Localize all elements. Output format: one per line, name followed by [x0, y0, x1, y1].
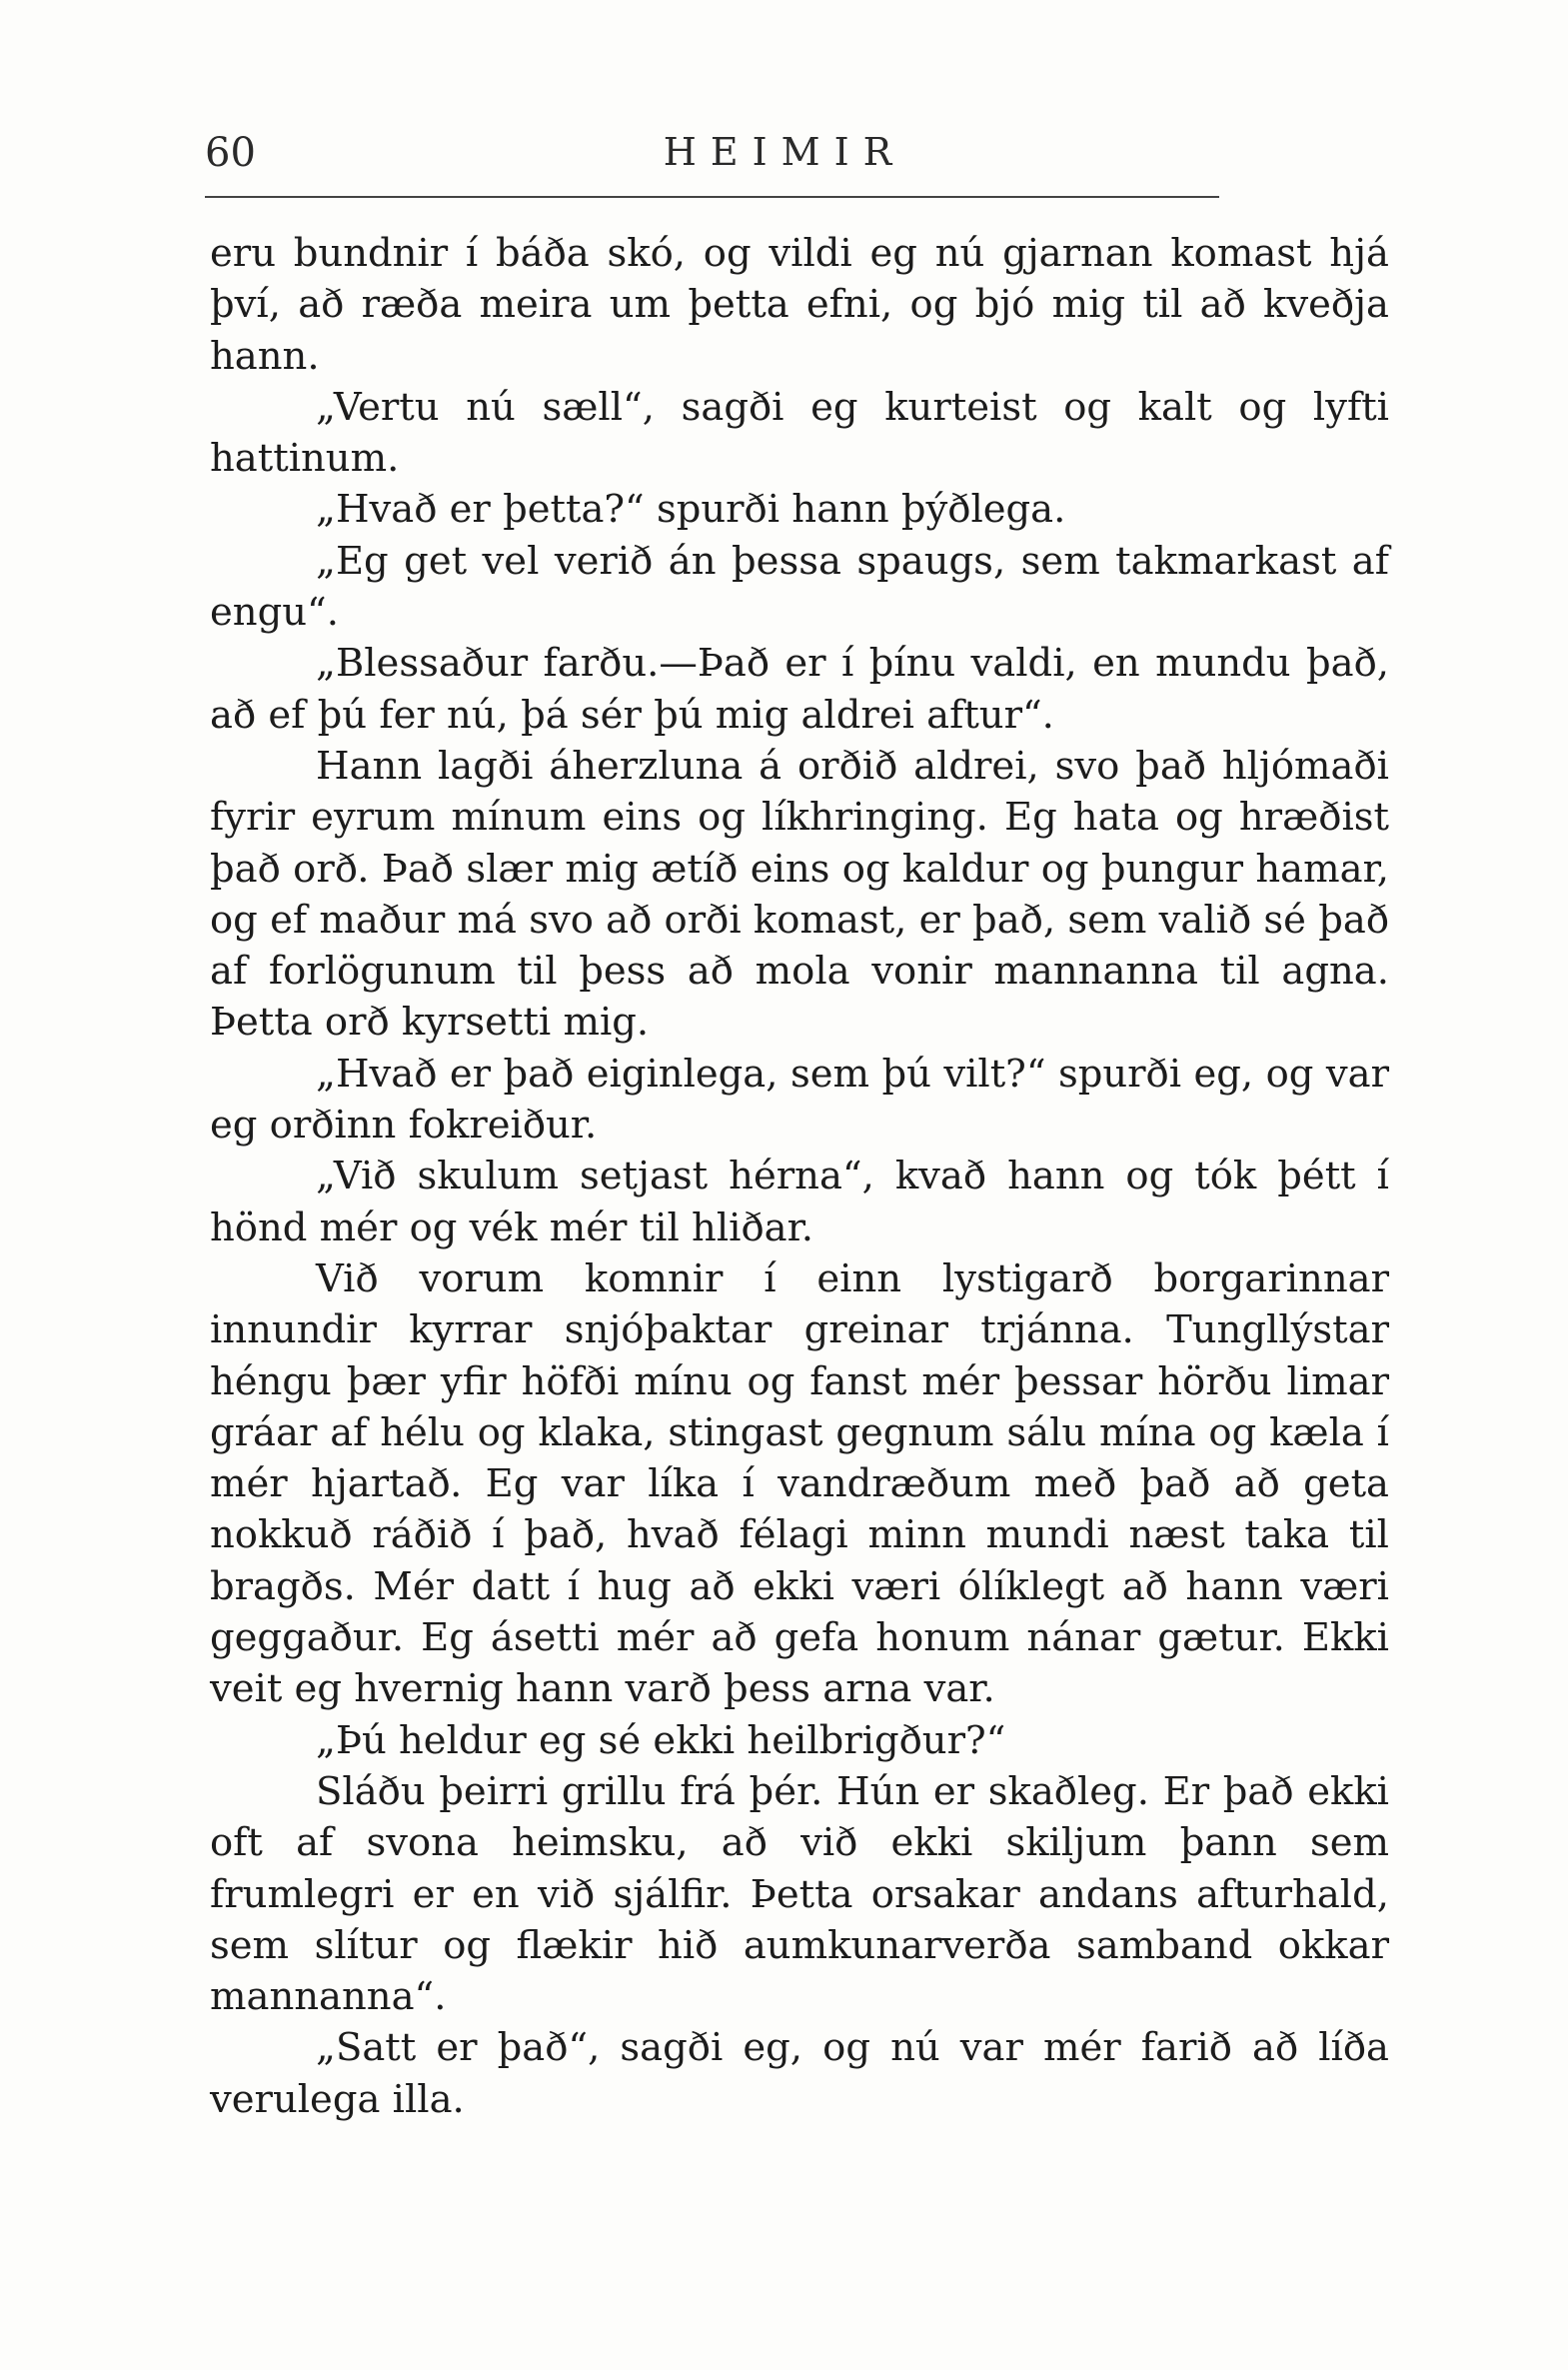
paragraph: „Blessaður farðu.—Það er í þínu valdi, en mundu það, að ef þú fer nú, þá sér þú mig aldrei aftur“. — [210, 641, 1389, 738]
paragraph: „Satt er það“, sagði eg, og nú var mér farið að líða verulega illa. — [210, 2025, 1389, 2122]
body-text — [210, 228, 1389, 2125]
paragraph: eru bundnir í báða skó, og vildi eg nú gjarnan komast hjá því, að ræða meira um þetta efni, og bjó mig til að kveðja hann. — [210, 231, 1389, 379]
running-title: HEIMIR — [663, 130, 906, 174]
paragraph: Sláðu þeirri grillu frá þér. Hún er skaðleg. Er það ekki oft af svona heimsku, að við ekki skiljum þann sem frumlegri er en við sjálfir. Þetta orsakar andans afturhald, sem slítur og flækir hið aumkunarverða samband okkar mannanna“. — [210, 1768, 1389, 2020]
paragraph: „Hvað er það eiginlega, sem þú vilt?“ spurði eg, og var eg orðinn fokreiður. — [210, 1051, 1389, 1149]
paragraph: „Þú heldur eg sé ekki heilbrigður?“ — [316, 1717, 1006, 1763]
paragraph: „Vertu nú sæll“, sagði eg kurteist og kalt og lyfti hattinum. — [210, 384, 1389, 482]
header-rule — [205, 196, 1219, 198]
paragraph: „Eg get vel verið án þessa spaugs, sem takmarkast af engu“. — [210, 538, 1389, 636]
page-number: 60 — [205, 130, 256, 176]
paragraph: „Hvað er þetta?“ spurði hann þýðlega. — [316, 487, 1066, 533]
page-header — [205, 120, 1364, 180]
paragraph: „Við skulum setjast hérna“, kvað hann og tók þétt í hönd mér og vék mér til hliðar. — [210, 1154, 1389, 1250]
paragraph: Hann lagði áherzluna á orðið aldrei, svo það hljómaði fyrir eyrum mínum eins og líkhringing. Eg hata og hræðist það orð. Það slær mig ætíð eins og kaldur og þungur hamar, og ef maður má svo að orði komast, er það, sem valið sé það af forlögunum til þess að mola vonir mannanna til agna. Þetta orð kyrsetti mig. — [210, 743, 1389, 1046]
paragraph: Við vorum komnir í einn lystigarð borgarinnar innundir kyrrar snjóþaktar greinar trjánna. Tungllýstar héngu þær yfir höfði mínu og fanst mér þessar hörðu limar gráar af hélu og klaka, stingast gegnum sálu mína og kæla í mér hjartað. Eg var líka í vandræðum með það að geta nokkuð ráðið í það, hvað félagi minn mundi næst taka til bragðs. Mér datt í hug að ekki væri ólíklegt að hann væri geggaður. Eg ásetti mér að gefa honum nánar gætur. Ekki veit eg hvernig hann varð þess arna var. — [210, 1255, 1389, 1712]
